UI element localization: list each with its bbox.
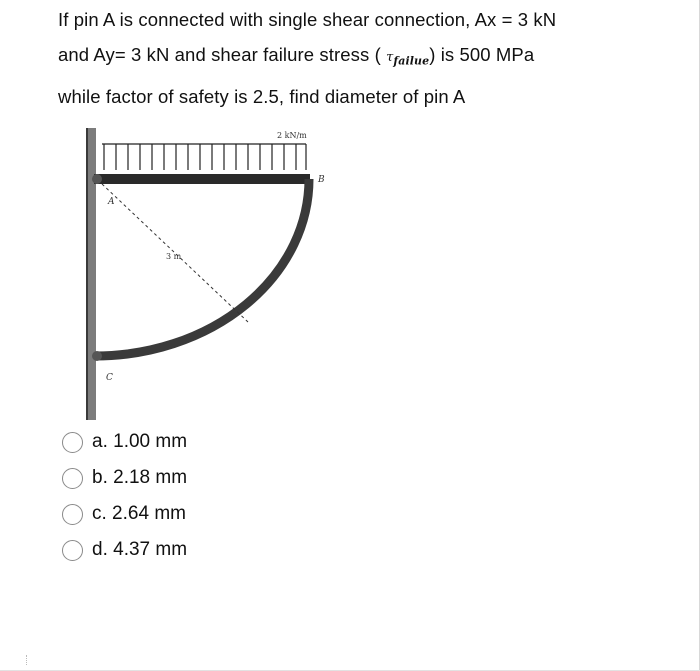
question-text xyxy=(58,2,678,114)
radio-icon[interactable] xyxy=(62,432,83,453)
option-c[interactable] xyxy=(62,496,187,532)
frame-diagram xyxy=(80,122,340,422)
option-label: c. 2.64 mm xyxy=(92,503,186,524)
tau-failure-symbol xyxy=(386,50,430,68)
option-d[interactable] xyxy=(62,532,187,568)
question-line-2 xyxy=(58,37,678,79)
question-line-2-start: and Ay= 3 kN and shear failure stress ( xyxy=(58,44,387,65)
radius-label: 3 m xyxy=(166,252,182,261)
curved-member xyxy=(95,179,309,356)
tau-symbol: τ xyxy=(386,50,394,65)
horizontal-beam xyxy=(94,174,310,184)
pin-a xyxy=(92,174,102,184)
tau-subscript: failue xyxy=(393,54,430,68)
load-arrows xyxy=(104,144,306,170)
question-line-2-end: ) is 500 MPa xyxy=(429,44,535,65)
option-a[interactable] xyxy=(62,424,187,460)
radio-icon[interactable] xyxy=(62,504,83,525)
option-label: d. 4.37 mm xyxy=(92,539,188,560)
load-label: 2 kN/m xyxy=(277,131,307,140)
radio-icon[interactable] xyxy=(62,540,83,561)
question-line-3: while factor of safety is 2.5, find diameter of pin A xyxy=(58,85,466,107)
point-c-label: C xyxy=(106,373,113,383)
point-a-label: A xyxy=(108,197,115,207)
option-label: b. 2.18 mm xyxy=(92,467,188,488)
radio-icon[interactable] xyxy=(62,468,83,489)
question-line-1: If pin A is connected with single shear connection, Ax = 3 kN xyxy=(58,9,557,30)
point-b-label: B xyxy=(318,175,325,185)
pin-c xyxy=(92,351,102,361)
option-label: a. 1.00 mm xyxy=(92,431,188,452)
corner-mark xyxy=(26,655,29,665)
option-b[interactable] xyxy=(62,460,187,496)
answer-options xyxy=(62,424,187,568)
